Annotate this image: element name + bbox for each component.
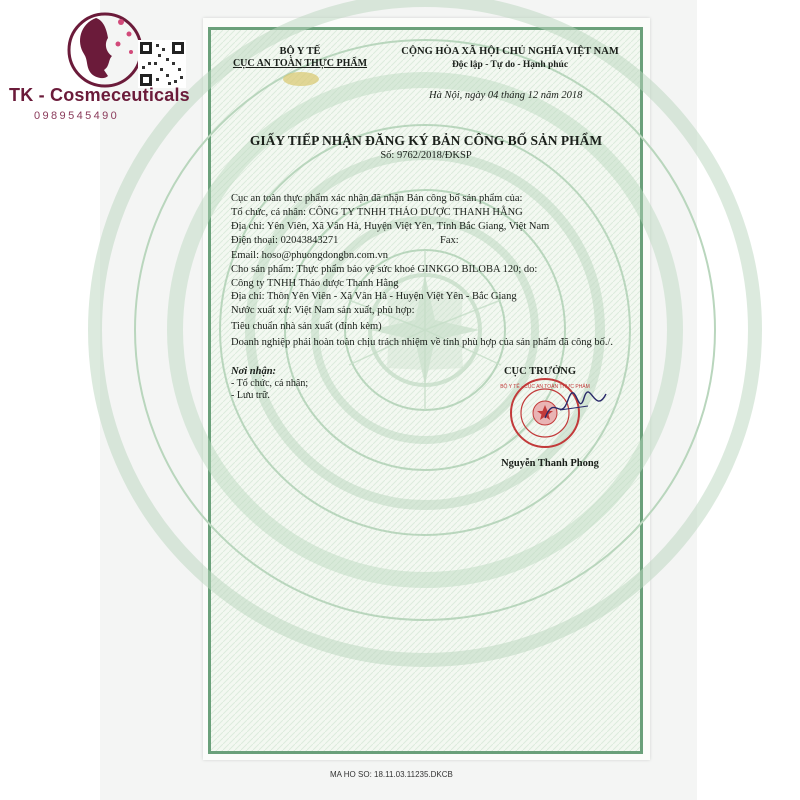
recipient-item: - Lưu trữ. (231, 390, 270, 401)
body-line: Cho sản phẩm: Thực phẩm bảo vệ sức khoẻ GINKGO BILOBA 120; do: (231, 264, 538, 275)
body-line: Tổ chức, cá nhân: CÔNG TY TNHH THẢO DƯỢC THANH HẰNG (231, 207, 523, 218)
body-line: Điện thoại: 02043843271 (231, 235, 339, 246)
body-line: Doanh nghiệp phải hoàn toàn chịu trách nhiệm về tính phù hợp của sản phẩm đã công bố./. (231, 337, 613, 348)
body-line: Tiêu chuẩn nhà sản xuất (đính kèm) (231, 321, 382, 332)
body-line: Cục an toàn thực phẩm xác nhận đã nhận Bản công bố sản phẩm của: (231, 193, 523, 204)
recipients-title: Nơi nhận: (231, 366, 277, 377)
motto: Độc lập - Tự do - Hạnh phúc (451, 60, 569, 70)
ministry-name: BỘ Y TẾ (279, 46, 321, 57)
fax-label: Fax: (440, 235, 459, 246)
recipient-item: - Tổ chức, cá nhân; (231, 378, 309, 389)
document-number: Số: 9762/2018/ĐKSP (380, 150, 472, 161)
body-line: Email: hoso@phuongdongbn.com.vn (231, 250, 388, 261)
body-line: Nước xuất xứ: Việt Nam sản xuất, phù hợp: (231, 305, 415, 316)
brand-phone: 0989545490 (34, 110, 120, 122)
agency-name: CỤC AN TOÀN THỰC PHẨM (232, 58, 368, 69)
body-line: Công ty TNHH Thảo dược Thanh Hằng (231, 278, 399, 289)
issue-date: Hà Nội, ngày 04 tháng 12 năm 2018 (429, 90, 583, 101)
document-title: GIẤY TIẾP NHẬN ĐĂNG KÝ BẢN CÔNG BỐ SẢN PHẨM (249, 133, 603, 148)
country-name: CỘNG HÒA XÃ HỘI CHỦ NGHĨA VIỆT NAM (401, 46, 619, 57)
signature-icon (540, 388, 610, 428)
body-line: Địa chỉ: Thôn Yên Viên - Xã Vân Hà - Huyện Việt Yên - Bắc Giang (231, 291, 517, 302)
signer-name: Nguyễn Thanh Phong (501, 458, 599, 469)
file-code: MA HO SO: 18.11.03.11235.DKCB (330, 770, 453, 779)
brand-name: TK - Cosmeceuticals (9, 85, 190, 105)
signer-title: CỤC TRƯỞNG (503, 366, 577, 377)
body-line: Địa chỉ: Yên Viên, Xã Vân Hà, Huyện Việt Yên, Tỉnh Bắc Giang, Việt Nam (231, 221, 550, 232)
qr-code-icon (138, 40, 186, 88)
agency-logo-icon (283, 72, 319, 86)
seal-text: BỘ Y TẾ · CỤC AN TOÀN THỰC PHẨM (500, 384, 590, 390)
